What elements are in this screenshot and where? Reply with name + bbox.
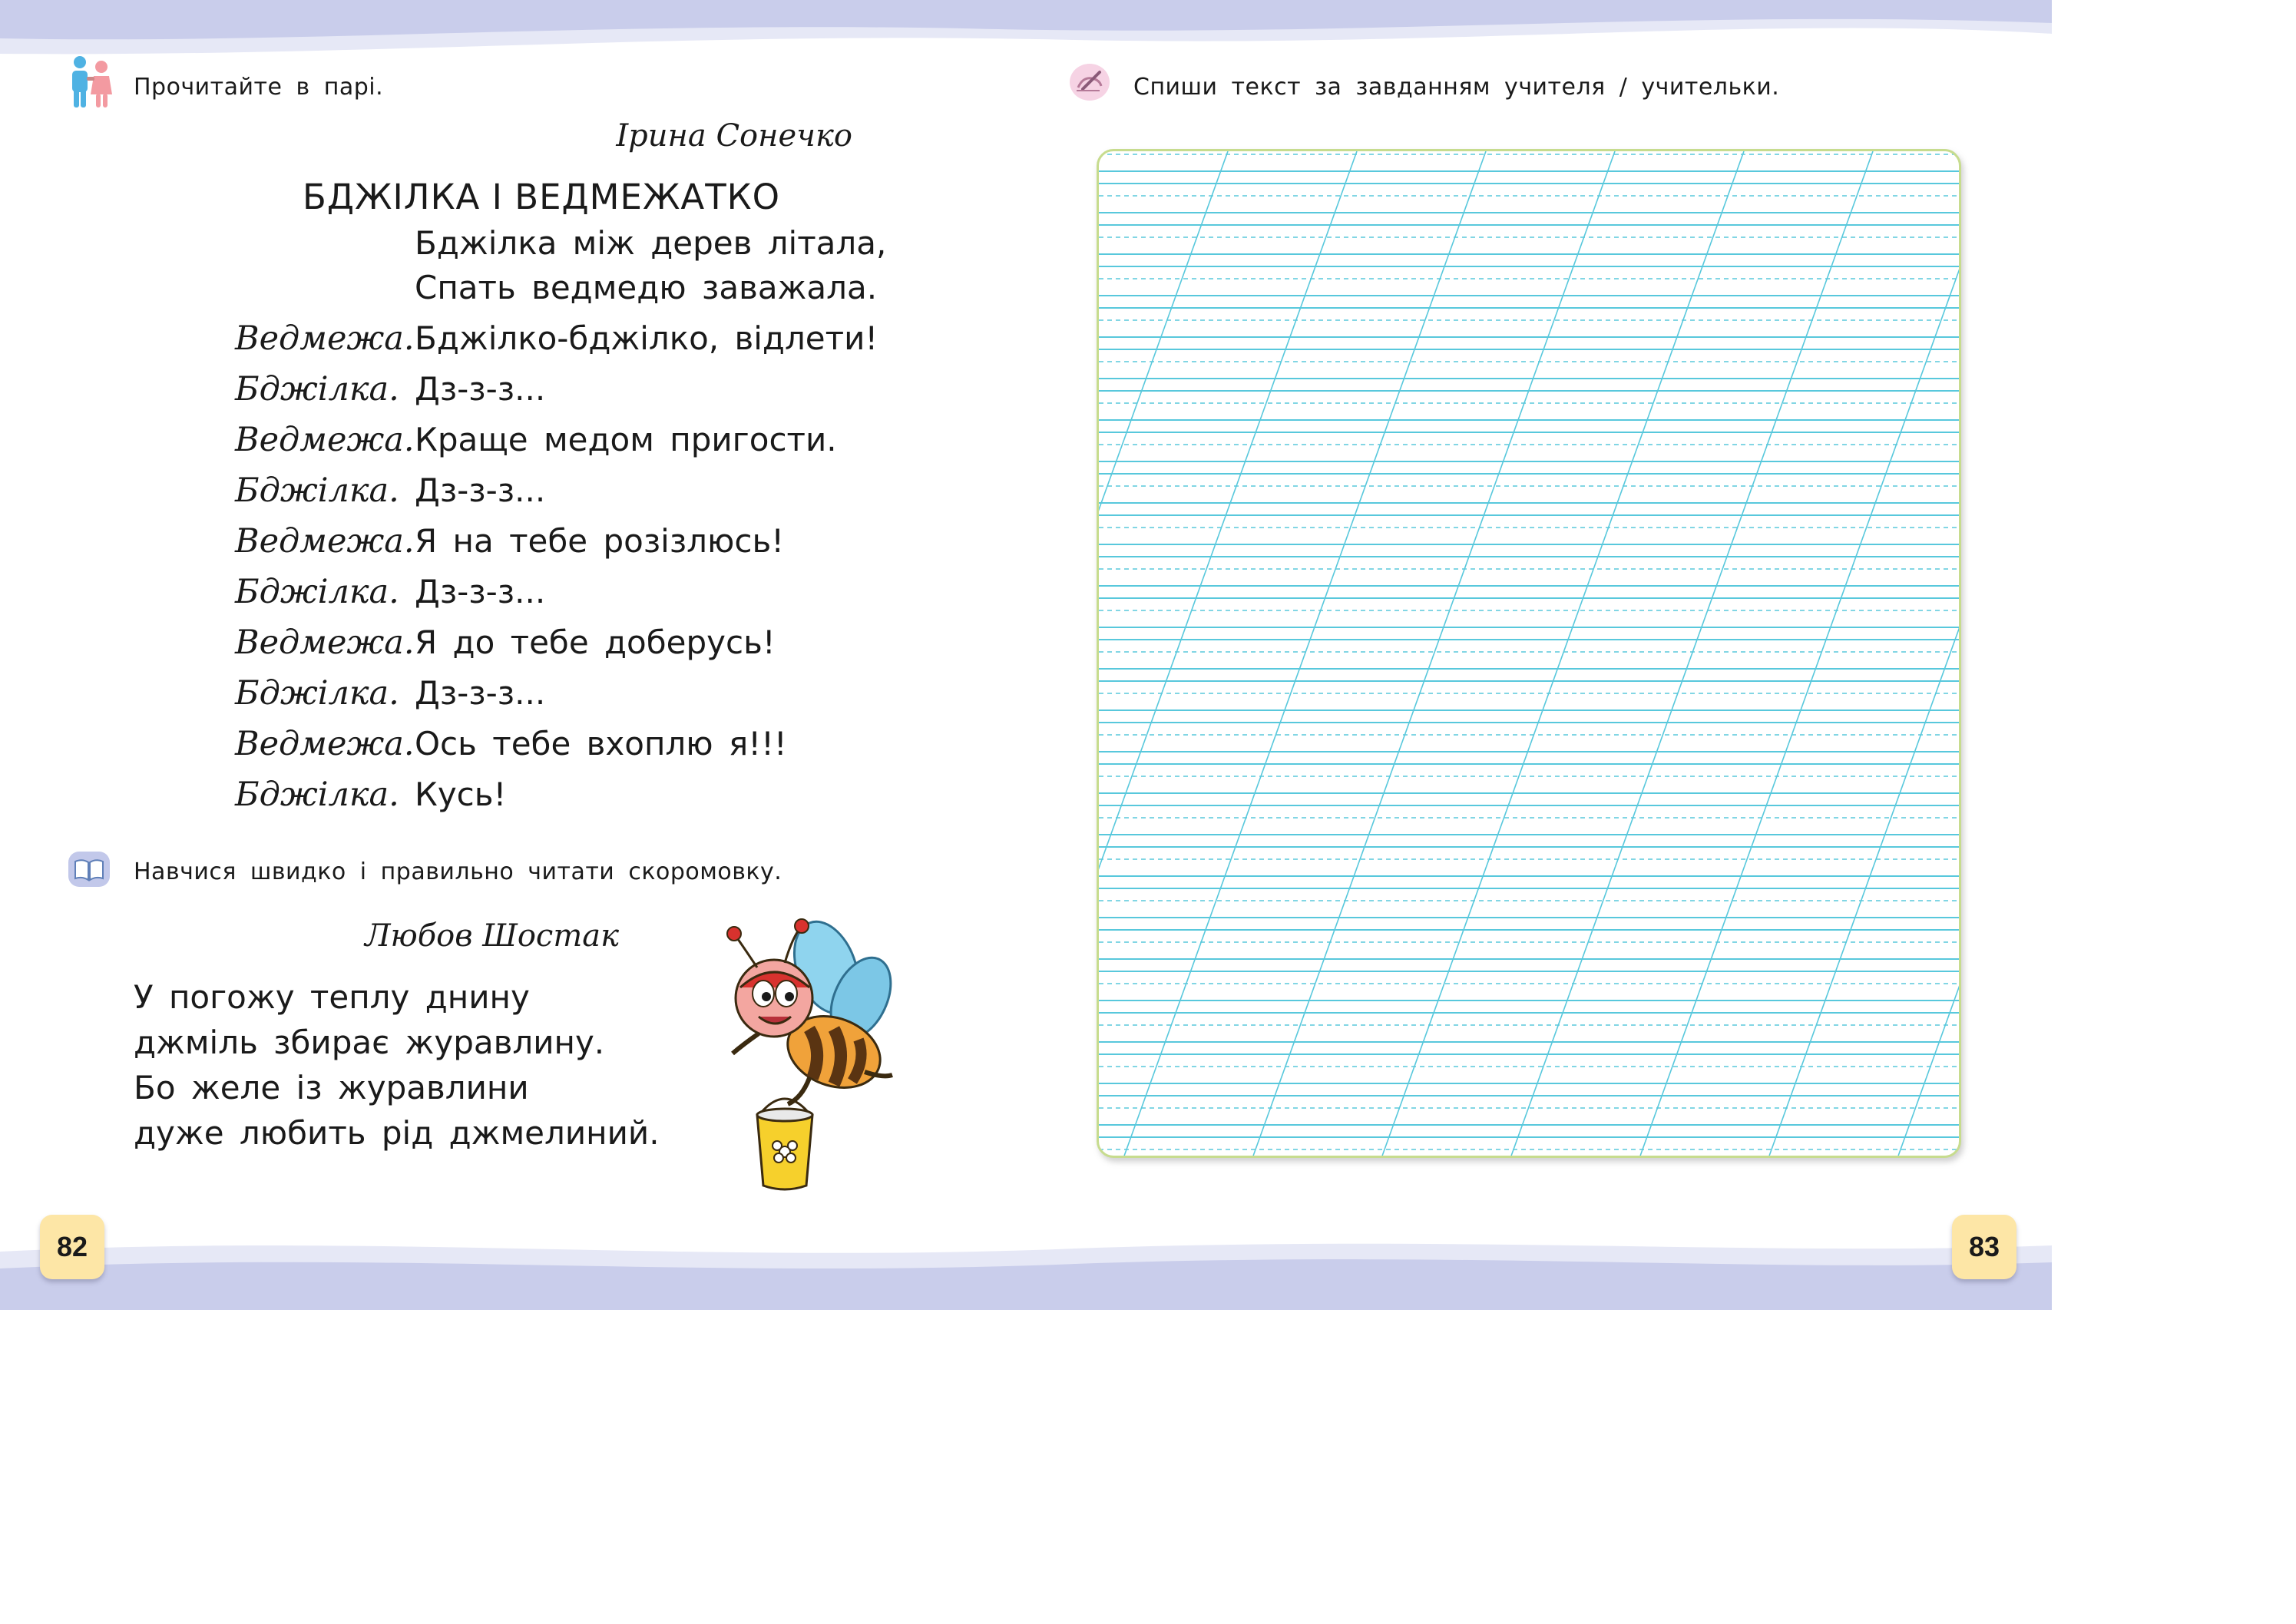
dialogue-line: Дз-з-з... [415,471,546,509]
tongue-twister-author: Любов Шостак [365,918,619,954]
poem-author: Ірина Сонечко [616,118,852,154]
dialogue-line: Дз-з-з... [415,674,546,712]
dialogue-line: Я на тебе розізлюсь! [415,522,785,560]
dialogue-speaker: Ведмежа. [235,725,415,763]
instruction-read: Навчися швидко і правильно читати скоромовку. [134,858,782,885]
bottom-wave-decoration [0,1229,2052,1310]
dialogue-line: Ось тебе вхоплю я!!! [415,725,787,762]
tongue-twister-line-1: У погожу теплу днину [134,978,530,1016]
tongue-twister-line-3: Бо желе із журавлини [134,1069,529,1106]
dialogue-speaker: Бджілка. [235,370,399,408]
poem-intro-line-1: Бджілка між дерев літала, [415,224,887,262]
writing-hand-icon [1069,63,1110,101]
book-icon [68,851,111,888]
bee-illustration [719,914,934,1206]
dialogue-speaker: Бджілка. [235,674,399,713]
instruction-copy: Спиши текст за завданням учителя / учительки. [1133,74,1780,101]
pair-reading-icon [66,55,117,109]
handwriting-practice-grid[interactable] [1097,149,1961,1158]
tongue-twister-line-2: джміль збирає журавлину. [134,1024,605,1061]
dialogue-line: Краще медом пригости. [415,421,837,458]
dialogue-line: Дз-з-з... [415,573,546,610]
dialogue-line: Дз-з-з... [415,370,546,408]
dialogue-speaker: Ведмежа. [235,421,415,459]
poem-intro-line-2: Спать ведмедю заважала. [415,269,878,306]
tongue-twister-line-4: дуже любить рід джмелиний. [134,1114,660,1152]
poem-title: БДЖІЛКА І ВЕДМЕЖАТКО [303,177,781,217]
instruction-pair: Прочитайте в парі. [134,74,384,101]
ruled-lines [1099,151,1959,1156]
dialogue-speaker: Бджілка. [235,776,399,814]
page-number-right: 83 [1952,1215,2016,1279]
dialogue-line: Я до тебе доберусь! [415,623,776,661]
dialogue-speaker: Бджілка. [235,573,399,611]
top-wave-decoration [0,0,2052,61]
page-number-left: 82 [40,1215,104,1279]
dialogue-line: Бджілко-бджілко, відлети! [415,319,878,357]
dialogue-speaker: Ведмежа. [235,319,415,358]
dialogue-line: Кусь! [415,776,507,813]
dialogue-speaker: Бджілка. [235,471,399,510]
dialogue-speaker: Ведмежа. [235,522,415,561]
dialogue-speaker: Ведмежа. [235,623,415,662]
